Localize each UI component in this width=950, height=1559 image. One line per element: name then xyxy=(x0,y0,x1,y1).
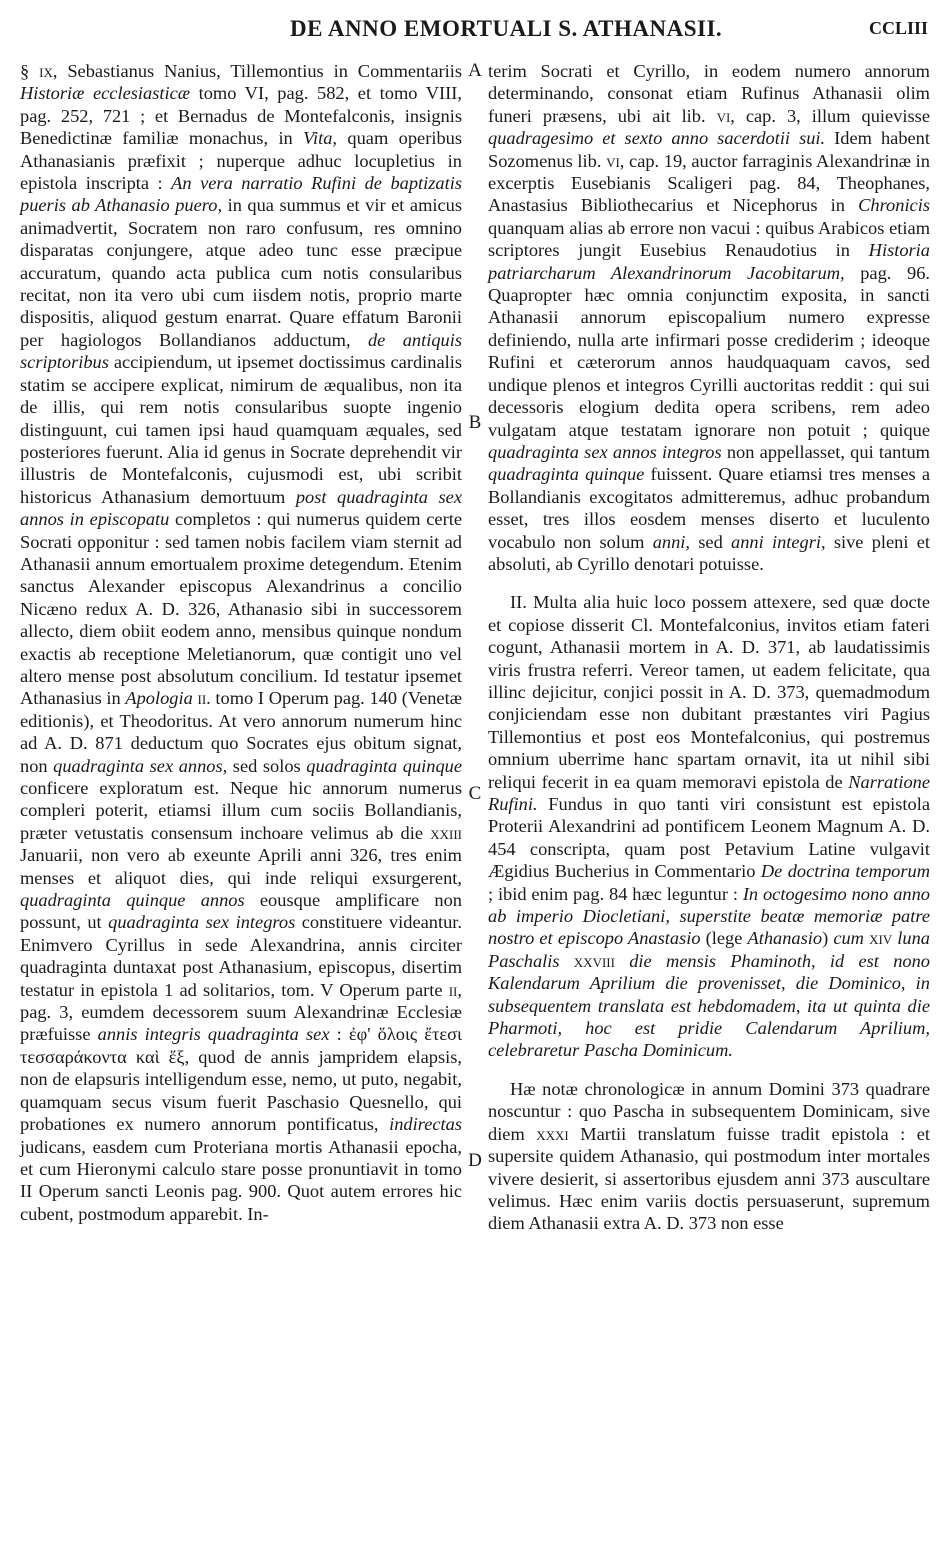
italic-text-run: indirectas xyxy=(389,1114,462,1135)
italic-text-run: annis integris quadraginta sex xyxy=(97,1024,330,1045)
right-paragraph-1 xyxy=(488,60,930,575)
small-caps-run: ix xyxy=(39,61,53,81)
text-run: sed solos xyxy=(227,755,307,776)
italic-text-run: luna Paschalis xyxy=(488,928,930,971)
italic-text-run: Vita, xyxy=(303,128,338,149)
text-run: constituere videantur. Enimvero Cyrillus in sede Alexandrina, annis circiter quadraginta duntaxat post Athanasium, episcopus, disertim testatur in epistola 1 ad solitarios, tom. V Operum parte xyxy=(20,912,462,1000)
text-run: tomo VI, pag. 582, et tomo VIII, pag. 252, 721 ; et Bernadus de Montefalconis, insignis Benedictinæ familiæ monachus, in xyxy=(20,83,462,149)
italic-text-run: quadragesimo et sexto anno sacerdotii sui. xyxy=(488,128,826,149)
text-run xyxy=(560,951,574,971)
text-run: conficere exploratum est. Neque hic annorum numerus compleri poterit, etiamsi illum cum sociis Bollandianis, præter vetustatis consensum inchoare velimus ab die xyxy=(20,778,462,843)
small-caps-run: vi xyxy=(606,150,620,171)
page-number: CCLIII xyxy=(868,18,928,38)
italic-text-run: anni integri, xyxy=(731,531,826,552)
small-caps-run: xxviii xyxy=(573,950,615,971)
italic-text-run: quadraginta sex annos, xyxy=(53,755,228,776)
small-caps-run: ii xyxy=(197,688,207,709)
italic-text-run: Historiæ ecclesiasticæ xyxy=(20,83,191,104)
italic-text-run: De doctrina temporum xyxy=(760,861,930,882)
italic-text-run: quadraginta sex integros xyxy=(108,912,296,933)
italic-text-run: Chronicis xyxy=(858,195,930,216)
text-run: Idem habent Sozomenus lib. xyxy=(488,128,930,171)
text-run: fuissent. Quare etiamsi tres menses a Bollandianis excogitatos admitteremus, adhuc probandum esset, tres illos eosdem menses diserto et luculento vocabulo non solum xyxy=(488,464,930,552)
italic-text-run: post quadraginta sex annos in episcopatu xyxy=(20,486,462,530)
text-run: , cap. 19, auctor farraginis Alexandrinæ in excerptis Eusebianis Scaligeri pag. 84, Theophanes, Anastasius Bibliothecarius et Nicephorus in xyxy=(488,150,930,216)
text-run: terim Socrati et Cyrillo, in eodem numero annorum determinando, consonat etiam Rufinus Athanasii olim funeri præsens, ubi ait lib. xyxy=(488,61,930,126)
text-run: Martii translatum fuisse tradit epistola : et supersite quidem Athanasio, qui postmodum inter mortales vivere desierit, si assertoribus ejusdem anni 373 auscultare velimus. Hæc enim variis doctis persuaserunt, supremum diem Athanasii extra A. D. 373 non esse xyxy=(488,1123,930,1234)
italic-text-run: quadraginta quinque xyxy=(488,464,645,485)
text-run: § xyxy=(20,61,40,81)
italic-text-run: An vera narratio Rufini de baptizatis pueris ab Athanasio puero, xyxy=(20,173,462,216)
running-title: DE ANNO EMORTUALI S. ATHANASII. xyxy=(290,16,723,41)
text-run: ; ibid enim pag. 84 hæc leguntur : xyxy=(488,883,743,904)
text-run: eousque amplificare non possunt, ut xyxy=(20,890,462,933)
text-run: sed xyxy=(690,531,732,552)
small-caps-run: xxxi xyxy=(536,1123,569,1144)
italic-text-run: Historia patriarcharum Alexandrinorum Jacobitarum, xyxy=(488,240,930,283)
text-run: II. Multa alia huic loco possem attexere, sed quæ docte et copiose disserit Cl. Montefalconius, invitos etiam fateri cogunt, Athanasii mortem in A. D. 371, ab laudatissimis viris frustra referri. Vereor tamen, ut eadem felicitate, qua illinc dejicitur, conjici possit in A. D. 373, quemadmodum conjiciendam esse non dubitant præstantes viri Pagius Tillemontius et post eos Montefalconius, qui postremus omnium uberrime hanc spartam ornavit, ita ut nihil sibi reliqui fecerit in ea quam memoravi epistola de xyxy=(488,592,930,792)
text-run: pag. 96. Quapropter hæc omnia conjunctim exposita, in sancti Athanasii annorum episcopalium numero expresse definiendo, nulla arte infirmari posse crediderim ; ideoque Rufini et cæterorum annos haudquaquam cavos, sed undique plenos et integros Cyrilli auctoritas reddit : qui sui decessoris elogium dedita opera scribens, rem adeo vulgatam atque testatam ignorare non potuit ; quique xyxy=(488,262,930,440)
italic-text-run: Apologia xyxy=(125,688,193,709)
text-run: judicans, easdem cum Proteriana mortis Athanasii epocha, et cum Hieronymi calculo stare posse pronuntiavit in tomo II Operum sancti Leonis pag. 900. Quot autem errores hic cubent, postmodum apparebit. In- xyxy=(20,1136,462,1224)
italic-text-run: anni, xyxy=(652,531,690,552)
margin-letter-c: C xyxy=(468,783,482,804)
text-run: : ἐφ' ὅλοις ἔτεσι τεσσαράκοντα καὶ ἕξ, quod de annis jampridem elapsis, non de elapsuris intelligendum esse, nemo, ut puto, negabit, quamquam secus visum fuerit Paschasio Quesnello, qui probationes ex numero annorum pontificatus, xyxy=(20,1024,462,1135)
small-caps-run: xxiii xyxy=(430,822,462,843)
margin-letter-d: D xyxy=(468,1150,482,1171)
left-paragraph-1 xyxy=(20,60,462,1225)
text-run: accipiendum, ut ipsemet doctissimus cardinalis statim se accipere explicat, nimirum de æqualibus, non ita de illis, qui rem notis consularibus suopte ingenio distinguunt, cui tamen ipsi haud quamquam æquales, sed posteriores fuerunt. Alia id genus in Socrate deprehendit vir illustris de Montefalconis, cujusmodi est, ubi scribit historicus Athanasium demortuum xyxy=(20,352,462,507)
text-run: quam operibus Athanasianis præfixit ; nuperque adhuc locupletius in epistola inscripta : xyxy=(20,128,462,194)
text-run: , pag. 3, eumdem decessorem suum Alexandrinæ Ecclesiæ præfuisse xyxy=(20,979,462,1045)
left-column xyxy=(20,60,462,1225)
text-run xyxy=(615,951,629,971)
italic-text-run: Narratione Rufini. xyxy=(488,771,930,814)
text-run: ) xyxy=(822,928,834,949)
italic-text-run: In octogesimo nono anno ab imperio Diocletiani, superstite beatæ memoriæ patre nostro et episcopo Anastasio xyxy=(488,883,930,949)
text-run: quanquam alias ab errore non vacui : quibus Arabicos etiam scriptores jungit Eusebius Renaudotius in xyxy=(488,217,930,261)
small-caps-run: vi xyxy=(716,105,731,126)
right-column xyxy=(488,60,930,1235)
margin-letter-b: B xyxy=(468,412,482,433)
text-run: Hæ notæ chronologicæ in annum Domini 373 quadrare noscuntur : quo Pascha in subsequentem Dominicam, sive diem xyxy=(488,1078,930,1144)
margin-letter-a: A xyxy=(468,60,482,81)
italic-text-run: die mensis Phaminoth, id est nono Kalendarum Aprilium die provenisset, die Dominico, in subsequentem translata est hebdomadem, ita ut quinta die Pharmoti, hoc est pridie Calendarum Aprilium, celebraretur Pascha Dominicum. xyxy=(488,950,930,1061)
small-caps-run: xiv xyxy=(869,928,893,949)
text-run: . tomo I Operum pag. 140 (Venetæ editionis), et Theodoritus. At vero annorum numerum hinc ad A. D. 871 deductum quo Socrates ejus obitum signat, non xyxy=(20,688,462,776)
italic-text-run: quadraginta sex annos integros xyxy=(488,441,722,462)
right-paragraph-2 xyxy=(488,591,930,1062)
text-run: Januarii, non vero ab exeunte Aprili anni 326, tres enim menses et aliquot dies, qui inde reliqui exsurgerent, xyxy=(20,845,462,888)
margin-letters xyxy=(463,60,487,1500)
text-run: sive pleni et absoluti, ab Cyrillo denotari potuisse. xyxy=(488,531,930,574)
text-run: non appellasset, qui tantum xyxy=(721,441,930,462)
italic-text-run: quadraginta quinque xyxy=(306,755,462,776)
text-run: , cap. 3, illum quievisse xyxy=(730,105,930,126)
text-run: (lege xyxy=(700,928,748,949)
italic-text-run: quadraginta quinque annos xyxy=(20,890,245,911)
small-caps-run: ii xyxy=(448,979,458,1000)
italic-text-run: Athanasio xyxy=(747,928,823,949)
italic-text-run: cum xyxy=(833,928,870,949)
text-run: completos : qui numerus quidem certe Socrati opponitur : sed tamen nobis facilem viam sternit ad Athanasii annum emortualem proxime detegendum. Etenim sanctus Alexander episcopus Alexandrinus a concilio Nicæno redux A. D. 326, Athanasio sibi in successorem allecto, diem obiit eodem anno, mensibus quinque nondum exactis ab receptione Meletianorum, quæ contigit uno vel altero mense post absolutum concilium. Id testatur ipsemet Athanasius in xyxy=(20,509,462,709)
italic-text-run: de antiquis scriptoribus xyxy=(20,329,462,373)
right-paragraph-3 xyxy=(488,1078,930,1235)
text-run: Fundus in quo tanti viri consistunt est epistola Proterii Alexandrini ad pontificem Leonem Magnum A. D. 454 conscripta, quam post Petavium Latine vulgavit Ægidius Bucherius in Commentario xyxy=(488,794,930,882)
text-run: in qua summus et vir et amicus animadvertit, Socratem non raro confusum, res omnino disparatas conjungere, atque adeo tunc esse præcipue accuratum, quando acta publica cum notis consularibus recitat, non ita vero ubi cum iisdem notis, proprio marte dispositis, aliquod gestum enarrat. Quare effatum Baronii per hagiologos Bollandianos adductum, xyxy=(20,195,463,350)
text-run: , Sebastianus Nanius, Tillemontius in Commentariis xyxy=(52,61,463,81)
